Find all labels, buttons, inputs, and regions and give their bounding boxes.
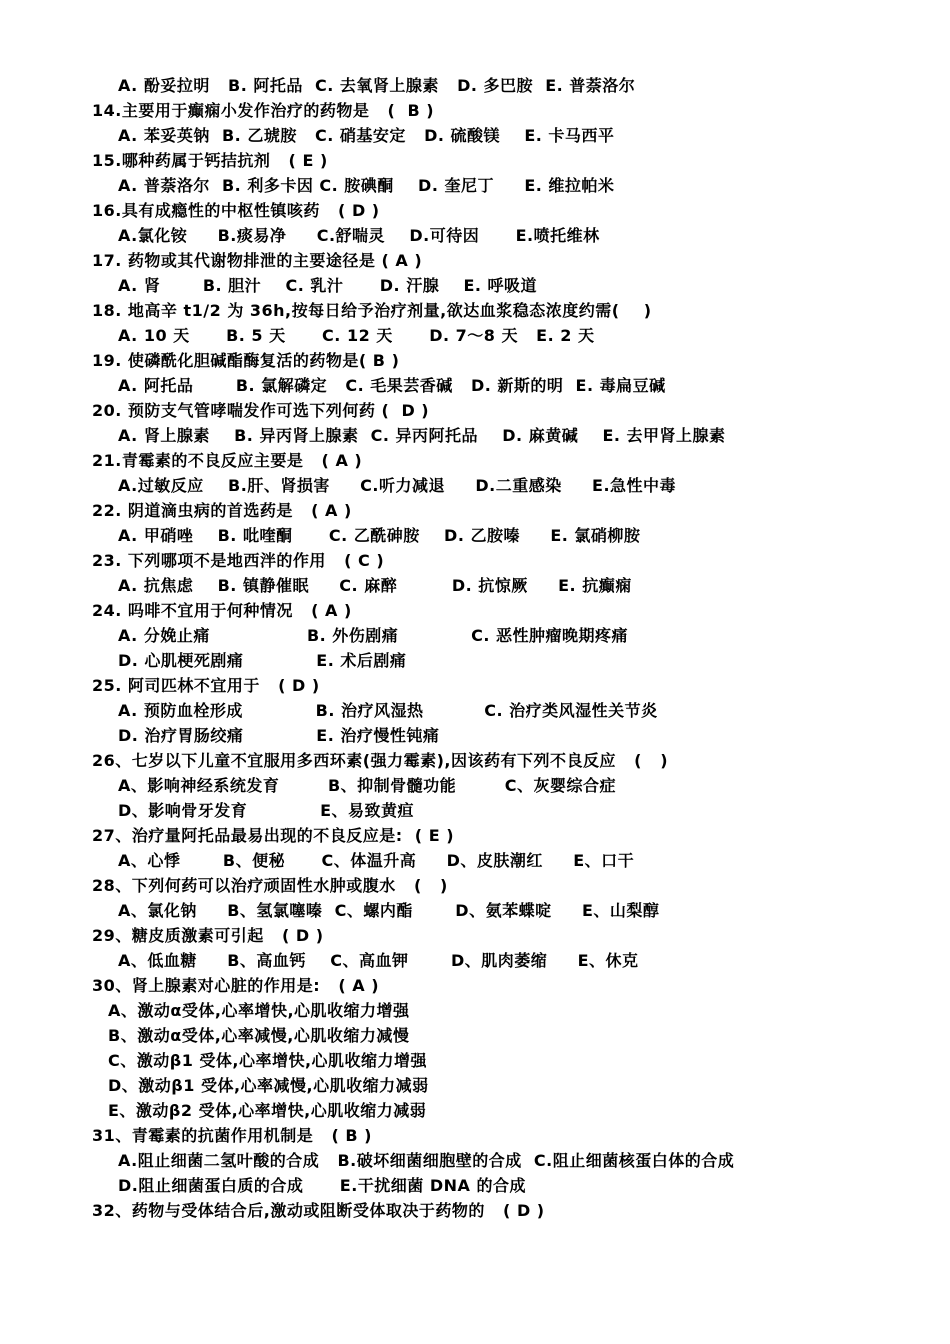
options-line: A、激动α受体,心率增快,心肌收缩力增强	[108, 1001, 410, 1020]
options-line: B、激动α受体,心率减慢,心肌收缩力减慢	[108, 1026, 410, 1045]
question-line: 21.青霉素的不良反应主要是 ( A )	[92, 451, 363, 470]
options-line: A. 肾上腺素 B. 异丙肾上腺素 C. 异丙阿托品 D. 麻黄碱 E. 去甲肾上腺素	[118, 426, 726, 445]
options-line: A、低血糖 B、高血钙 C、高血钾 D、肌肉萎缩 E、休克	[118, 951, 639, 970]
options-line: A. 分娩止痛 B. 外伤剧痛 C. 恶性肿瘤晚期疼痛	[118, 626, 629, 645]
options-line: D.阻止细菌蛋白质的合成 E.干扰细菌 DNA 的合成	[118, 1176, 526, 1195]
question-line: 16.具有成瘾性的中枢性镇咳药 ( D )	[92, 201, 380, 220]
options-line: A.过敏反应 B.肝、肾损害 C.听力减退 D.二重感染 E.急性中毒	[118, 476, 677, 495]
question-line: 28、下列何药可以治疗顽固性水肿或腹水 ( )	[92, 876, 448, 895]
question-line: 26、七岁以下儿童不宜服用多西环素(强力霉素),因该药有下列不良反应 ( )	[92, 751, 669, 770]
question-line: 32、药物与受体结合后,激动或阻断受体取决于药物的 ( D )	[92, 1201, 545, 1220]
options-line: A. 阿托品 B. 氯解磷定 C. 毛果芸香碱 D. 新斯的明 E. 毒扁豆碱	[118, 376, 666, 395]
options-line: A. 抗焦虑 B. 镇静催眠 C. 麻醉 D. 抗惊厥 E. 抗癫痫	[118, 576, 632, 595]
question-line: 31、青霉素的抗菌作用机制是 ( B )	[92, 1126, 372, 1145]
question-line: 27、治疗量阿托品最易出现的不良反应是: ( E )	[92, 826, 455, 845]
question-line: 14.主要用于癫痫小发作治疗的药物是 ( B )	[92, 101, 435, 120]
question-line: 25. 阿司匹林不宜用于 ( D )	[92, 676, 320, 695]
options-line: D、影响骨牙发育 E、易致黄疸	[118, 801, 415, 820]
options-line: A.氯化铵 B.痰易净 C.舒喘灵 D.可待因 E.喷托维林	[118, 226, 600, 245]
options-line: A、氯化钠 B、氢氯噻嗪 C、螺内酯 D、氨苯蝶啶 E、山梨醇	[118, 901, 660, 920]
question-line: 18. 地高辛 t1/2 为 36h,按每日给予治疗剂量,欲达血浆稳态浓度约需( )	[92, 301, 652, 320]
options-line: D. 治疗胃肠绞痛 E. 治疗慢性钝痛	[118, 726, 440, 745]
options-line: A.阻止细菌二氢叶酸的合成 B.破坏细菌细胞壁的合成 C.阻止细菌核蛋白体的合成	[118, 1151, 735, 1170]
question-line: 17. 药物或其代谢物排泄的主要途径是 ( A )	[92, 251, 423, 270]
options-line: A. 酚妥拉明 B. 阿托品 C. 去氧肾上腺素 D. 多巴胺 E. 普萘洛尔	[118, 76, 636, 95]
options-line: D. 心肌梗死剧痛 E. 术后剧痛	[118, 651, 407, 670]
options-line: A. 10 天 B. 5 天 C. 12 天 D. 7～8 天 E. 2 天	[118, 326, 595, 345]
options-line: A. 苯妥英钠 B. 乙琥胺 C. 硝基安定 D. 硫酸镁 E. 卡马西平	[118, 126, 615, 145]
options-line: A. 肾 B. 胆汁 C. 乳汁 D. 汗腺 E. 呼吸道	[118, 276, 538, 295]
options-line: A. 甲硝唑 B. 吡喹酮 C. 乙酰砷胺 D. 乙胺嗪 E. 氯硝柳胺	[118, 526, 641, 545]
question-line: 19. 使磷酰化胆碱酯酶复活的药物是( B )	[92, 351, 400, 370]
options-line: A、影响神经系统发育 B、抑制骨髓功能 C、灰婴综合症	[118, 776, 616, 795]
options-line: E、激动β2 受体,心率增快,心肌收缩力减弱	[108, 1101, 427, 1120]
question-line: 24. 吗啡不宜用于何种情况 ( A )	[92, 601, 352, 620]
options-line: A. 预防血栓形成 B. 治疗风湿热 C. 治疗类风湿性关节炎	[118, 701, 658, 720]
options-line: D、激动β1 受体,心率减慢,心肌收缩力减弱	[108, 1076, 429, 1095]
question-line: 22. 阴道滴虫病的首选药是 ( A )	[92, 501, 352, 520]
options-line: A. 普萘洛尔 B. 利多卡因 C. 胺碘酮 D. 奎尼丁 E. 维拉帕米	[118, 176, 615, 195]
question-line: 29、糖皮质激素可引起 ( D )	[92, 926, 324, 945]
question-line: 20. 预防支气管哮喘发作可选下列何药 ( D )	[92, 401, 430, 420]
options-line: A、心悸 B、便秘 C、体温升高 D、皮肤潮红 E、口干	[118, 851, 635, 870]
question-line: 23. 下列哪项不是地西泮的作用 ( C )	[92, 551, 385, 570]
question-line: 30、肾上腺素对心脏的作用是: ( A )	[92, 976, 380, 995]
question-line: 15.哪种药属于钙拮抗剂 ( E )	[92, 151, 328, 170]
options-line: C、激动β1 受体,心率增快,心肌收缩力增强	[108, 1051, 428, 1070]
